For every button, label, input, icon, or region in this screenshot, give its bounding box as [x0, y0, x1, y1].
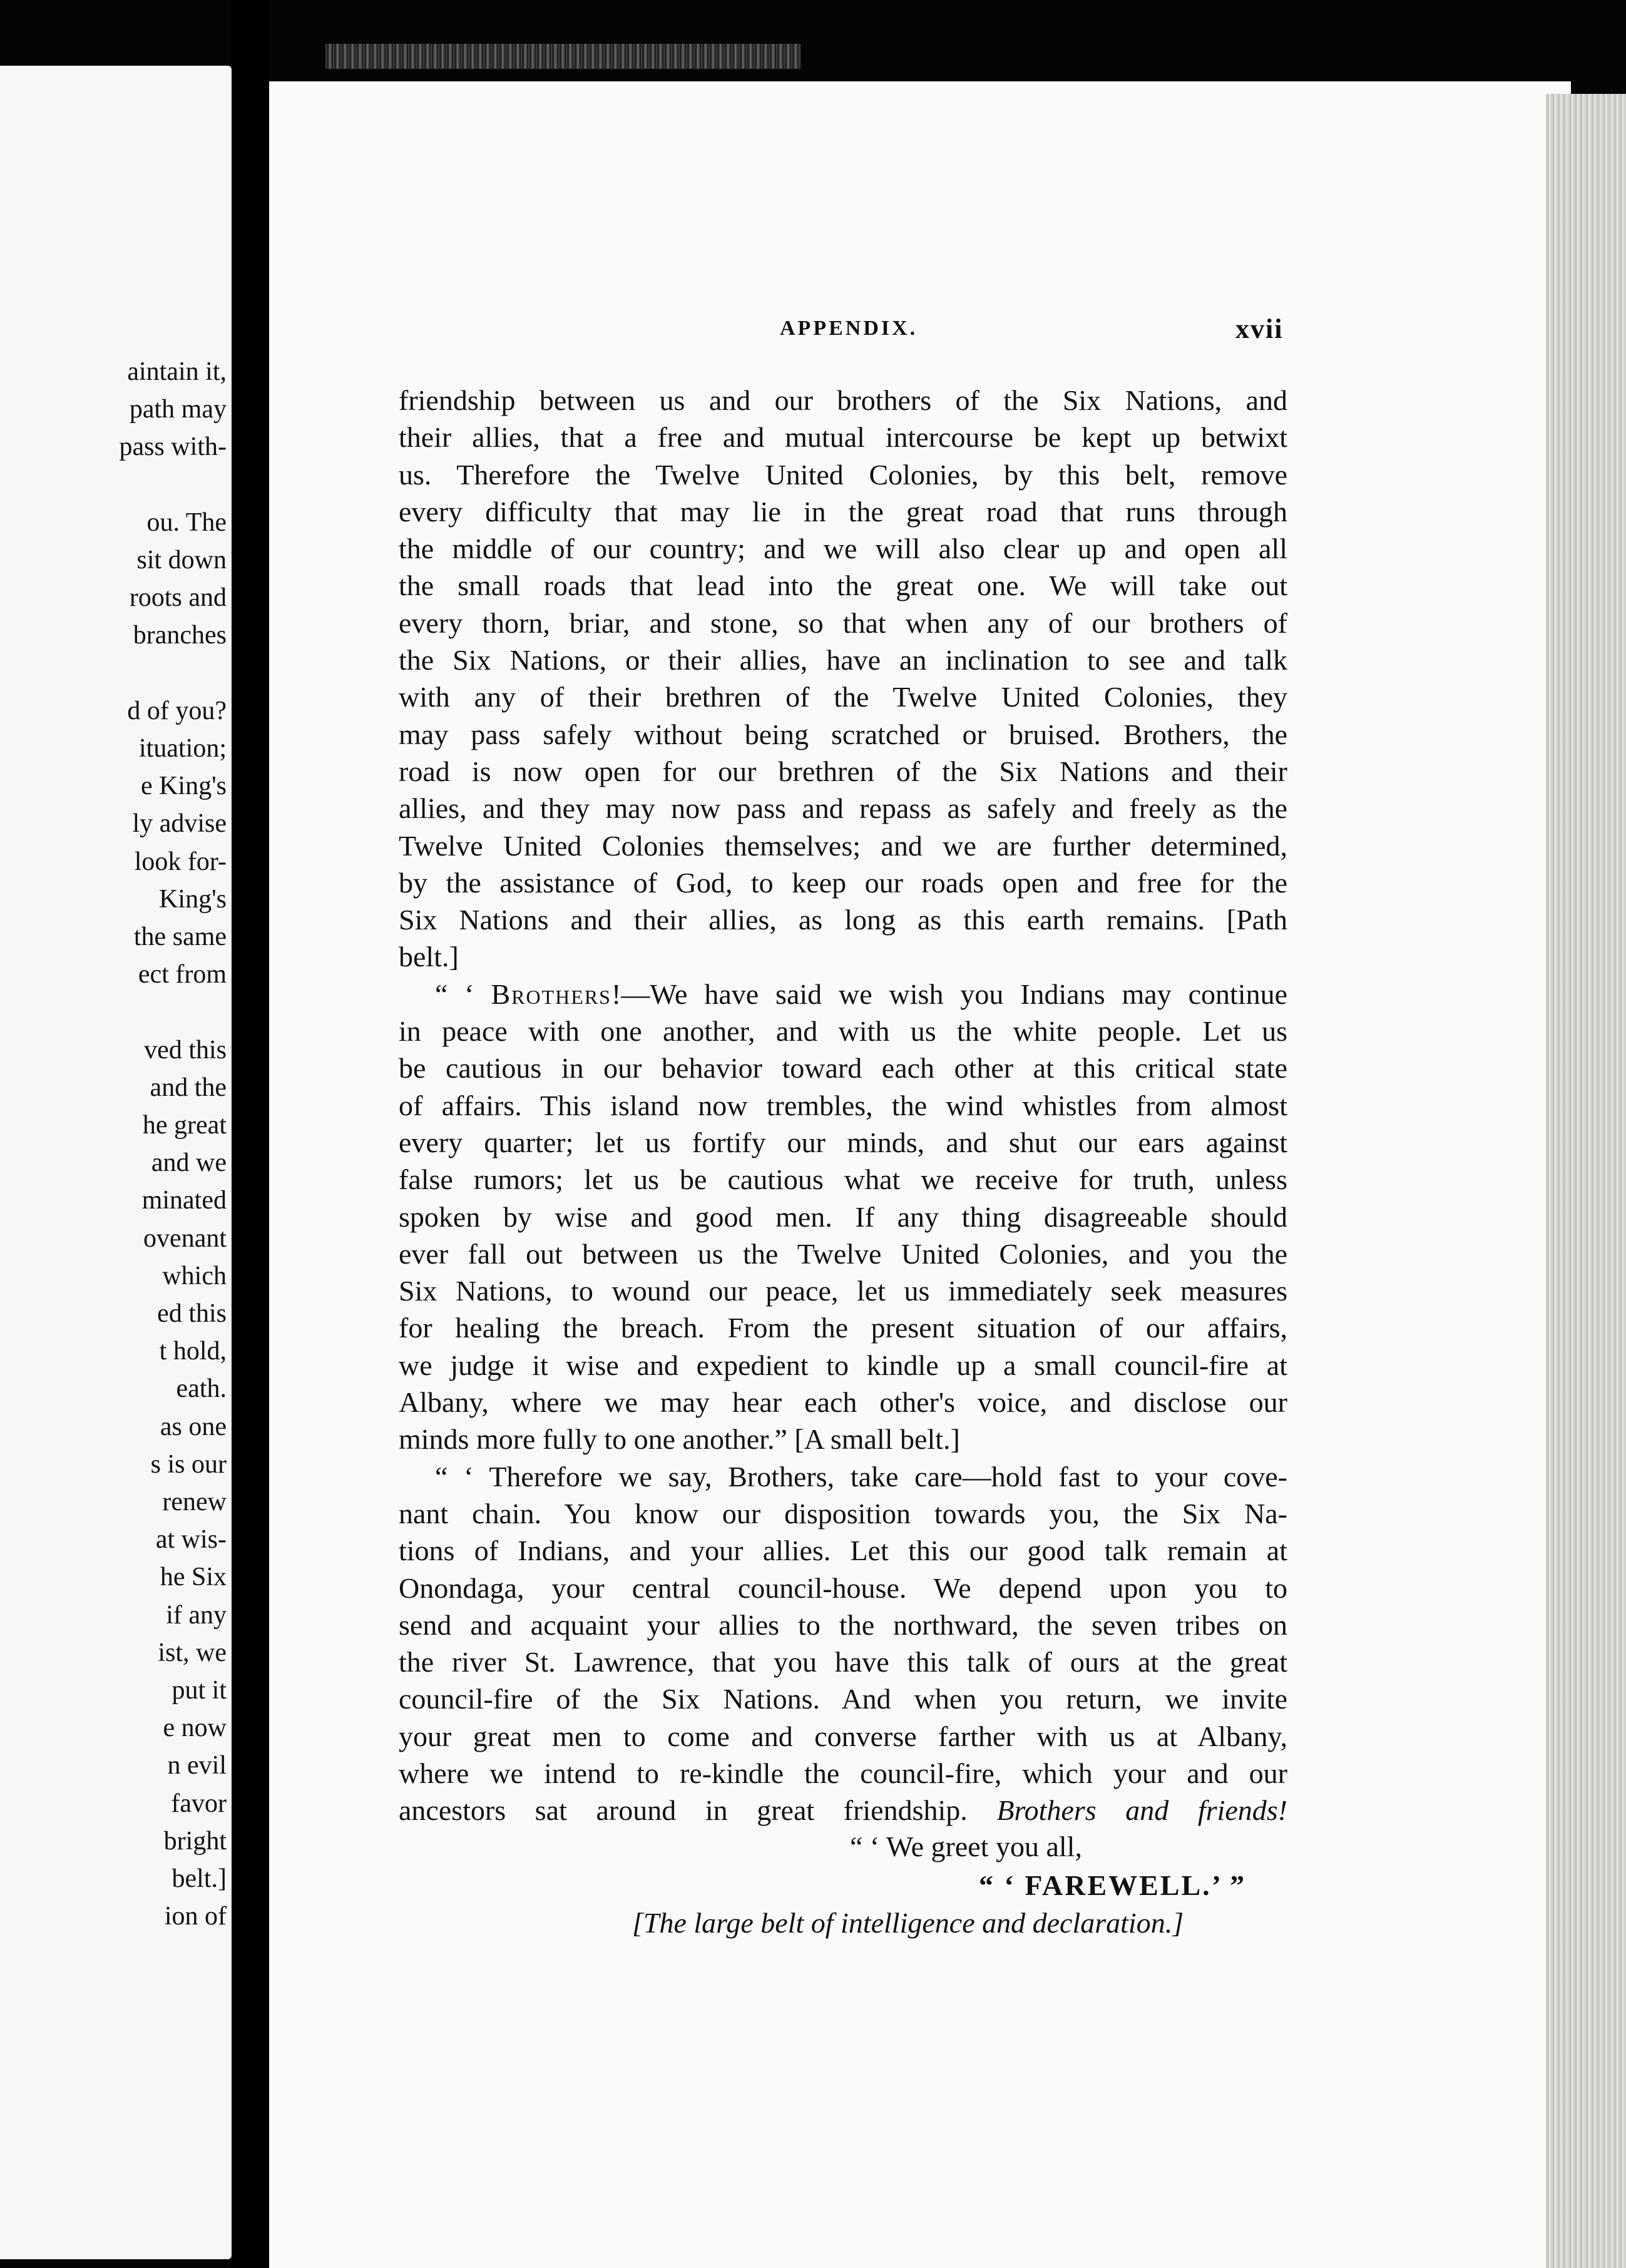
text-line: where we intend to re-kindle the council-fire, which your and our — [399, 1757, 1287, 1789]
text-line: your great men to come and converse farther with us at Albany, — [399, 1720, 1287, 1752]
facing-page-line: e King's — [140, 772, 227, 801]
facing-page-line: King's — [159, 884, 227, 914]
text-line: us. Therefore the Twelve United Colonies, by this belt, remove — [399, 458, 1287, 491]
text-line: every quarter; let us fortify our minds, and shut our ears against — [399, 1126, 1287, 1158]
text-line: may pass safely without being scratched or bruised. Brothers, the — [399, 718, 1287, 750]
text-line: Six Nations, to wound our peace, let us immediately seek measures — [399, 1275, 1287, 1307]
facing-page-line: he Six — [160, 1563, 227, 1592]
closing-note: [The large belt of intelligence and declaration.] — [632, 1907, 1184, 1939]
smallcaps-word: Brothers — [491, 978, 611, 1010]
facing-page-line: minated — [141, 1186, 227, 1215]
text-line: we judge it wise and expedient to kindle up a small council-fire at — [399, 1349, 1287, 1381]
text-line: the small roads that lead into the great one. We will take out — [399, 570, 1287, 602]
facing-page-line: as one — [160, 1412, 227, 1441]
page-stack-edge — [1546, 94, 1626, 2268]
text-line: road is now open for our brethren of the Six Nations and their — [399, 755, 1287, 787]
text-line — [399, 976, 1287, 1013]
facing-page-line: look for- — [134, 847, 227, 876]
paragraph-path-belt — [399, 382, 1287, 976]
text-line: send and acquaint your allies to the northward, the seven tribes on — [399, 1608, 1287, 1641]
facing-page-line: d of you? — [127, 696, 227, 725]
facing-page-line: ist, we — [158, 1638, 227, 1667]
facing-page-line: e now — [163, 1714, 227, 1743]
facing-page-line: path may — [129, 395, 227, 424]
facing-page-line: ved this — [144, 1035, 227, 1065]
text-line: be cautious in our behavior toward each other at this critical state — [399, 1052, 1287, 1085]
text-line: tions of Indians, and your allies. Let this our good talk remain at — [399, 1535, 1287, 1567]
text-line: the middle of our country; and we will also clear up and open all — [399, 533, 1287, 565]
facing-page-line: and we — [151, 1148, 227, 1178]
text-line: Twelve United Colonies themselves; and we are further determined, — [399, 829, 1287, 862]
text-line: with any of their brethren of the Twelve United Colonies, they — [399, 681, 1287, 713]
facing-page-line: roots and — [129, 583, 227, 613]
facing-page-line: at wis- — [155, 1525, 227, 1555]
facing-page-line: ect from — [138, 960, 227, 989]
facing-page-line: pass with- — [119, 432, 227, 462]
facing-page-line: bright — [163, 1826, 227, 1856]
facing-page-line: n evil — [167, 1751, 227, 1780]
facing-page-line: ion of — [164, 1902, 227, 1931]
facing-page-line: if any — [166, 1600, 227, 1630]
facing-page-left — [0, 66, 232, 2259]
text-line: false rumors; let us be cautious what we receive for truth, unless — [399, 1163, 1287, 1196]
closing-farewell: “ ‘ FAREWELL.’ ” — [979, 1869, 1247, 1901]
facing-page-line: ovenant — [143, 1223, 227, 1253]
text-line: council-fire of the Six Nations. And when you return, we invite — [399, 1683, 1287, 1715]
text-line: by the assistance of God, to keep our roads open and free for the — [399, 866, 1287, 899]
facing-page-line: renew — [162, 1488, 227, 1516]
facing-page-line: sit down — [136, 546, 227, 575]
paragraph-brothers — [399, 976, 1287, 1458]
facing-page-line: favor — [171, 1789, 227, 1818]
running-head: APPENDIX. — [780, 317, 918, 340]
facing-page-line: aintain it, — [127, 357, 227, 386]
text-line — [399, 1792, 1287, 1829]
text-line: friendship between us and our brothers of the Six Nations, and — [399, 384, 1287, 416]
facing-page-line: ou. The — [146, 508, 227, 537]
text-line: every difficulty that may lie in the great road that runs through — [399, 495, 1287, 528]
closing-greeting: “ ‘ We greet you all, — [850, 1831, 1082, 1862]
text-line: spoken by wise and good men. If any thing disagreeable should — [399, 1200, 1287, 1233]
text-line: Onondaga, your central council-house. We depend upon you to — [399, 1571, 1287, 1604]
page-top-edge — [325, 44, 801, 69]
opening-quote: “ ‘ — [435, 978, 491, 1010]
line-rest: !—We have said we wish you Indians may continue — [611, 978, 1287, 1010]
facing-page-line: and the — [150, 1073, 227, 1102]
facing-page-line: put it — [171, 1676, 227, 1705]
text-line: Albany, where we may hear each other's voice, and disclose our — [399, 1386, 1287, 1419]
text-line: minds more fully to one another.” [A small belt.] — [399, 1423, 960, 1456]
text-line: ever fall out between us the Twelve United Colonies, and you the — [399, 1237, 1287, 1270]
facing-page-line: belt.] — [171, 1864, 227, 1893]
body-text — [399, 382, 1287, 1829]
text-line: allies, and they may now pass and repass as safely and freely as the — [399, 792, 1287, 825]
facing-page-line: ituation; — [139, 734, 227, 763]
facing-page-line: eath. — [176, 1374, 227, 1404]
text-line: nant chain. You know our disposition towards you, the Six Na- — [399, 1497, 1287, 1530]
facing-page-line: ed this — [157, 1299, 227, 1328]
facing-page-line: t hold, — [159, 1337, 227, 1366]
text-line: in peace with one another, and with us the white people. Let us — [399, 1015, 1287, 1048]
paragraph-therefore — [399, 1458, 1287, 1829]
facing-page-line: s is our — [150, 1449, 227, 1479]
facing-page-line: which — [162, 1261, 227, 1290]
text-line: their allies, that a free and mutual intercourse be kept up betwixt — [399, 421, 1287, 454]
text-line: the Six Nations, or their allies, have an inclination to see and talk — [399, 644, 1287, 677]
text-line: of affairs. This island now trembles, the wind whistles from almost — [399, 1089, 1287, 1121]
page-number: xvii — [1235, 314, 1284, 344]
text-line: belt.] — [399, 941, 459, 973]
line-italic: Brothers and friends! — [996, 1794, 1287, 1827]
text-line: for healing the breach. From the present situation of our affairs, — [399, 1312, 1287, 1344]
text-line: the river St. Lawrence, that you have this talk of ours at the great — [399, 1646, 1287, 1678]
text-line: Six Nations and their allies, as long as this earth remains. [Path — [399, 904, 1287, 936]
text-line: every thorn, briar, and stone, so that when any of our brothers of — [399, 606, 1287, 639]
facing-page-line: ly advise — [132, 809, 227, 839]
facing-page-line: the same — [133, 922, 227, 951]
text-line: “ ‘ Therefore we say, Brothers, take care—hold fast to your cove- — [435, 1460, 1287, 1493]
book-gutter — [232, 0, 269, 2268]
line-plain: ancestors sat around in great friendship. — [399, 1794, 997, 1827]
facing-page-line: branches — [133, 621, 227, 650]
facing-page-line: he great — [142, 1111, 227, 1140]
